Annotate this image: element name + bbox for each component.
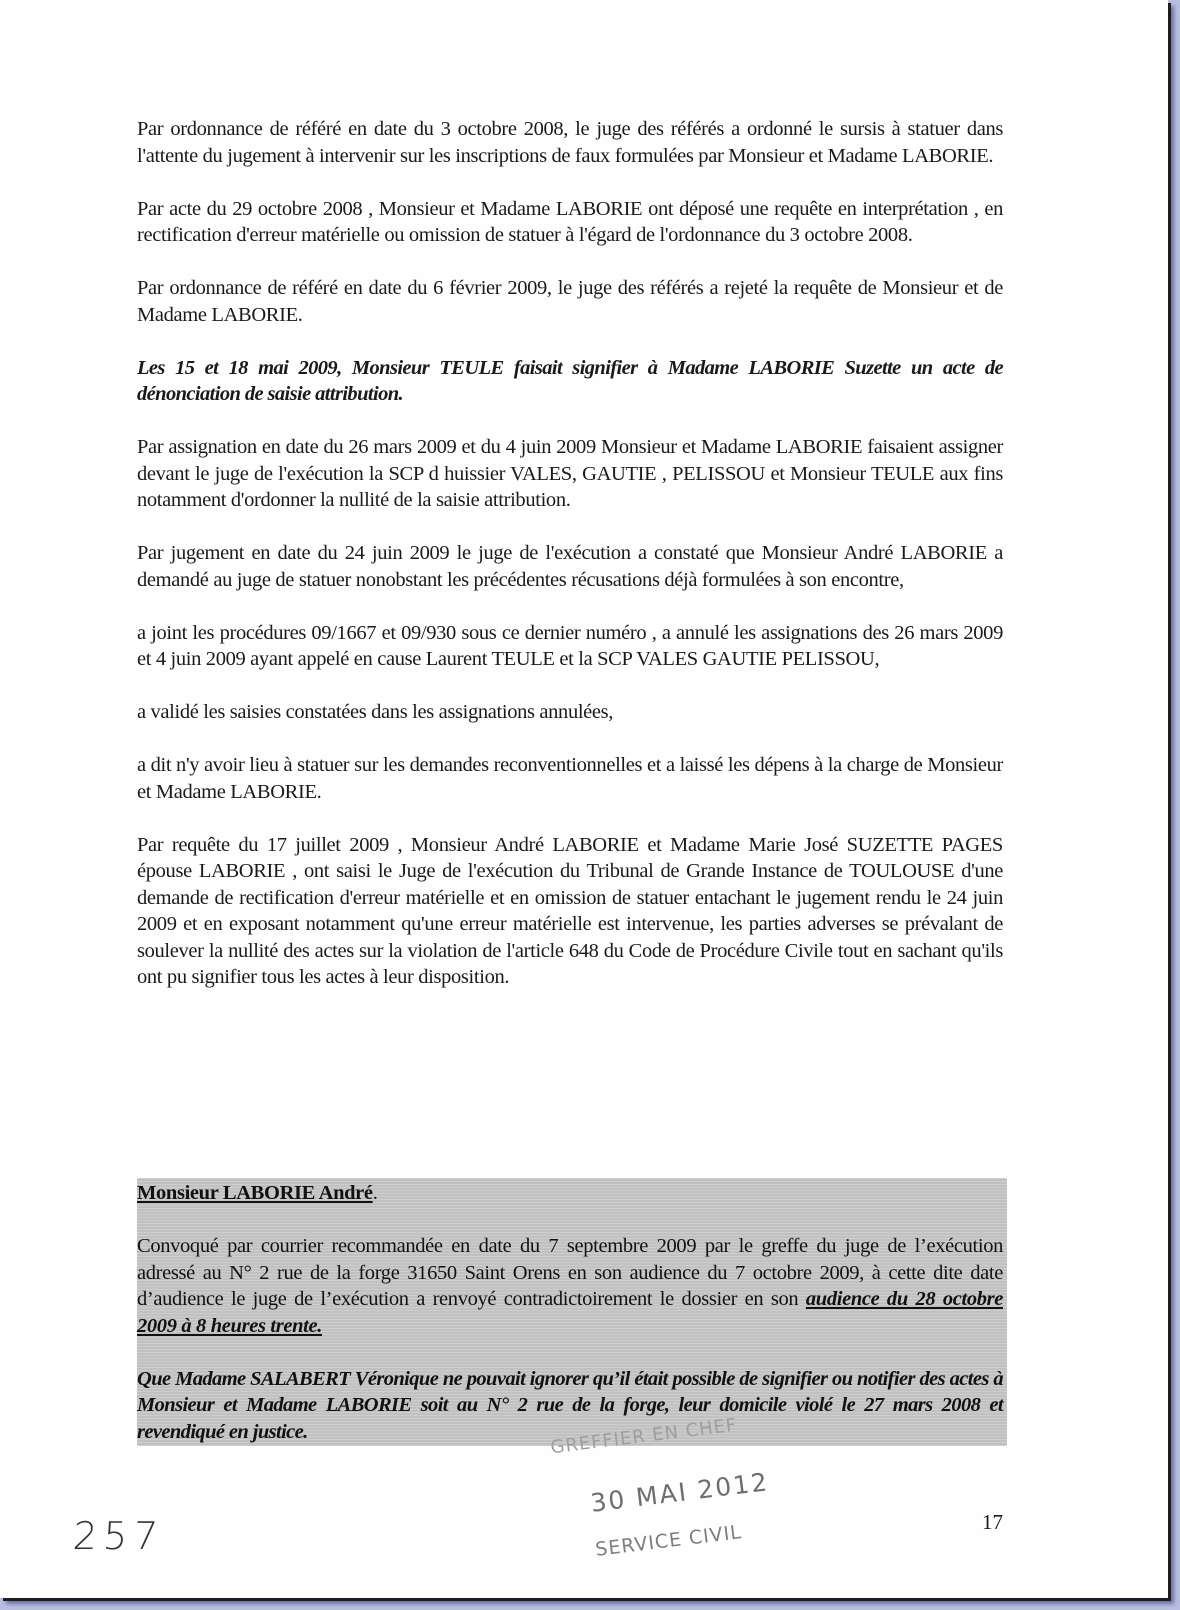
highlighted-section [137, 1180, 1003, 1445]
paragraph-requete-17-juillet: Par requête du 17 juillet 2009 , Monsieur André LABORIE et Madame Marie José SUZETTE PAGES épouse LABORIE , ont saisi le Juge de l'exécution du Tribunal de Grande Instance de TOULOUSE d'une demande de rectification d'erreur matérielle et en omission de statuer entachant le jugement rendu le 24 juin 2009 et en exposant notamment qu'une erreur matérielle est intervenue, les parties adverses se prévalant de soulever la nullité des actes sur la violation de l'article 648 du Code de Procédure Civile tout en sachant qu'ils ont pu signifier tous les actes à leur disposition. [137, 833, 1003, 988]
section-heading-period: . [372, 1182, 378, 1204]
paragraph-joint-procedures: a joint les procédures 09/1667 et 09/930 sous ce dernier numéro , a annulé les assignations des 26 mars 2009 et 4 juin 2009 ayant appelé en cause Laurent TEULE et la SCP VALES GAUTIE PELISSOU, [137, 621, 1003, 670]
page-number: 17 [982, 1510, 1003, 1534]
paragraph-valide-saisies: a validé les saisies constatées dans les assignations annulées, [137, 701, 614, 723]
paragraph-ordonnance-6-fevrier: Par ordonnance de référé en date du 6 février 2009, le juge des référés a rejeté la requête de Monsieur et de Madame LABORIE. [137, 277, 1003, 326]
paragraph-convocation [137, 1233, 1003, 1339]
document-body [137, 116, 1003, 1017]
paragraph-ordonnance-3-octobre: Par ordonnance de référé en date du 3 octobre 2008, le juge des référés a ordonné le sursis à statuer dans l'attente du jugement à intervenir sur les inscriptions de faux formulées par Monsieur et Madame LABORIE. [137, 118, 1003, 167]
handwritten-page-number: 257 [71, 1514, 166, 1558]
paragraph-conclusion: Que Madame SALABERT Véronique ne pouvait ignorer qu’il était possible de signifier ou notifier des actes à Monsieur et Madame LABORIE soit au N° 2 rue de la forge, leur domicile violé le 27 mars 2008 et revendiqué en justice. [137, 1367, 1003, 1443]
convocation-emphasis: audience du 28 octobre 2009 à 8 heures trente. [137, 1288, 1003, 1337]
stamp-greffier-en-chef: GREFFIER EN CHEF [549, 1414, 739, 1459]
paragraph-signification-mai: Les 15 et 18 mai 2009, Monsieur TEULE faisait signifier à Madame LABORIE Suzette un acte de dénonciation de saisie attribution. [137, 356, 1003, 405]
stamp-date: 30 MAI 2012 [588, 1467, 771, 1518]
section-heading-text: Monsieur LABORIE André [137, 1182, 373, 1204]
stamp-service-civil: SERVICE CIVIL [594, 1521, 743, 1561]
paragraph-acte-29-octobre: Par acte du 29 octobre 2008 , Monsieur et Madame LABORIE ont déposé une requête en interprétation , en rectification d'erreur matérielle ou omission de statuer à l'égard de l'ordonnance du 3 octobre 2008. [137, 197, 1003, 246]
convocation-text: Convoqué par courrier recommandée en date du 7 septembre 2009 par le greffe du juge de l’exécution adressé au N° 2 rue de la forge 31650 Saint Orens en son audience du 7 octobre 2009, à cette dite date d’audience le juge de l’exécution a renvoyé contradictoirement le dossier en son [137, 1235, 1003, 1310]
section-heading [137, 1180, 1003, 1207]
paragraph-assignation: Par assignation en date du 26 mars 2009 et du 4 juin 2009 Monsieur et Madame LABORIE faisaient assigner devant le juge de l'exécution la SCP d huissier VALES, GAUTIE , PELISSOU et Monsieur TEULE aux fins notamment d'ordonner la nullité de la saisie attribution. [137, 436, 1003, 511]
paragraph-jugement-24-juin: Par jugement en date du 24 juin 2009 le juge de l'exécution a constaté que Monsieur André LABORIE a demandé au juge de statuer nonobstant les précédentes récusations déjà formulées à son encontre, [137, 542, 1003, 591]
paragraph-depens: a dit n'y avoir lieu à statuer sur les demandes reconventionnelles et a laissé les dépens à la charge de Monsieur et Madame LABORIE. [137, 754, 1003, 803]
